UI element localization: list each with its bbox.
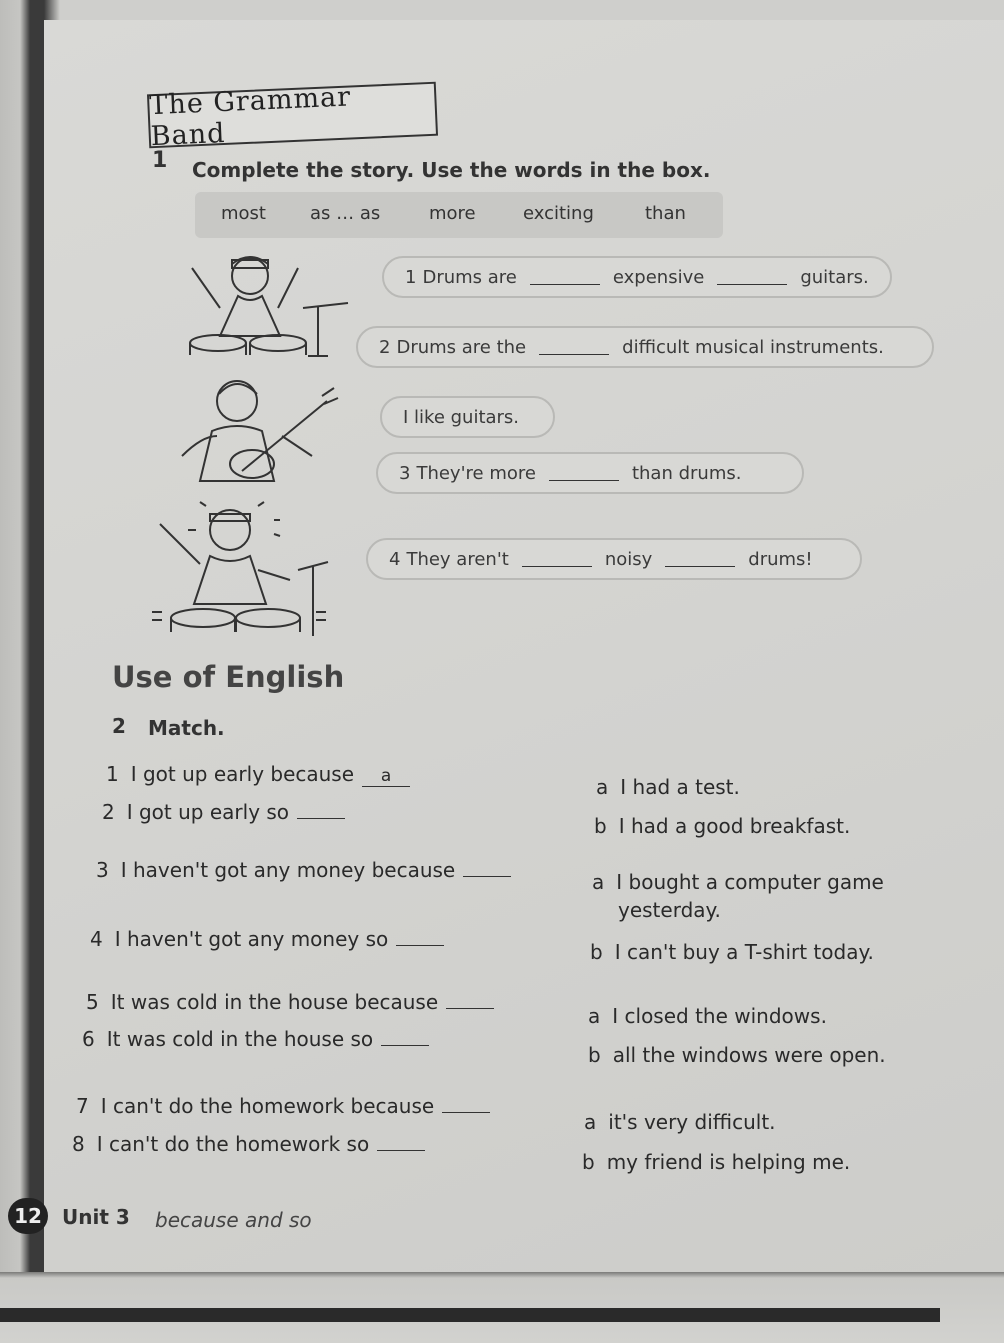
bubble-text: guitars. xyxy=(800,266,869,288)
page-number-badge: 12 xyxy=(8,1198,48,1234)
word-box-item: most xyxy=(221,203,266,224)
drummer-illustration xyxy=(178,248,353,363)
match-option-continued: yesterday. xyxy=(618,898,721,922)
match-option: a I had a test. xyxy=(596,775,740,799)
match-option: b my friend is helping me. xyxy=(582,1150,851,1174)
exercise-1-number: 1 xyxy=(152,148,168,173)
match-item-5: 5 It was cold in the house because xyxy=(86,988,494,1014)
bubble-text: They aren't xyxy=(406,548,509,570)
grammar-band-title: The Grammar Band xyxy=(147,82,438,149)
answer-blank[interactable] xyxy=(297,798,345,819)
match-option: b all the windows were open. xyxy=(588,1043,886,1067)
bubble-text: expensive xyxy=(612,266,705,288)
story-bubble-3 xyxy=(376,452,804,494)
answer-blank[interactable] xyxy=(396,925,444,946)
story-bubble-guitars xyxy=(380,396,555,438)
match-item-7: 7 I can't do the homework because xyxy=(76,1092,490,1118)
answer-blank[interactable] xyxy=(549,466,619,481)
answer-blank[interactable] xyxy=(463,856,511,877)
match-item-8: 8 I can't do the homework so xyxy=(72,1130,425,1156)
answer-blank[interactable] xyxy=(446,988,494,1009)
match-item-2: 2 I got up early so xyxy=(102,798,345,824)
story-bubble-4 xyxy=(366,538,862,580)
word-box-item: as … as xyxy=(310,203,381,224)
answer-blank[interactable] xyxy=(377,1130,425,1151)
match-item-1: 1 I got up early because a xyxy=(106,762,410,787)
match-option: a I closed the windows. xyxy=(588,1004,827,1028)
word-box-item: exciting xyxy=(523,203,594,224)
word-box xyxy=(195,192,723,238)
exercise-2-number: 2 xyxy=(112,714,126,738)
bubble-text: Drums are xyxy=(422,266,517,288)
bubble-number: 2 xyxy=(379,336,391,358)
answer-blank[interactable] xyxy=(539,340,609,355)
answer-blank[interactable] xyxy=(522,552,592,567)
bubble-number: 4 xyxy=(389,548,401,570)
exercise-2-instruction: Match. xyxy=(148,716,225,740)
unit-label: Unit 3 xyxy=(62,1205,130,1229)
answer-blank[interactable] xyxy=(442,1092,490,1113)
bottom-rule xyxy=(0,1308,940,1322)
bubble-text: drums! xyxy=(748,548,813,570)
answer-blank[interactable]: a xyxy=(362,766,410,787)
story-bubble-2 xyxy=(356,326,934,368)
story-bubble-1 xyxy=(382,256,892,298)
match-item-6: 6 It was cold in the house so xyxy=(82,1025,429,1051)
bubble-number: 1 xyxy=(405,266,417,288)
bubble-text: than drums. xyxy=(631,462,742,484)
answer-blank[interactable] xyxy=(665,552,735,567)
word-box-item: than xyxy=(645,203,686,224)
unit-topic: because and so xyxy=(155,1208,312,1232)
exercise-1-instruction: Complete the story. Use the words in the box. xyxy=(192,158,711,182)
word-box-item: more xyxy=(429,203,476,224)
bubble-text: They're more xyxy=(416,462,536,484)
match-item-4: 4 I haven't got any money so xyxy=(90,925,444,951)
bubble-text: I like guitars. xyxy=(403,406,520,428)
answer-blank[interactable] xyxy=(381,1025,429,1046)
bubble-number: 3 xyxy=(399,462,411,484)
guitarist-illustration xyxy=(172,376,342,491)
bubble-text: difficult musical instruments. xyxy=(622,336,884,358)
drummer-2-illustration xyxy=(148,500,338,640)
bubble-text: Drums are the xyxy=(396,336,527,358)
answer-blank[interactable] xyxy=(717,270,787,285)
match-item-3: 3 I haven't got any money because xyxy=(96,856,511,882)
bubble-text: noisy xyxy=(604,548,653,570)
match-option: b I had a good breakfast. xyxy=(594,814,851,838)
answer-blank[interactable] xyxy=(530,270,600,285)
match-option: b I can't buy a T-shirt today. xyxy=(590,940,874,964)
match-option: a I bought a computer game xyxy=(592,870,884,894)
section-title: Use of English xyxy=(112,660,345,694)
match-option: a it's very difficult. xyxy=(584,1110,776,1134)
